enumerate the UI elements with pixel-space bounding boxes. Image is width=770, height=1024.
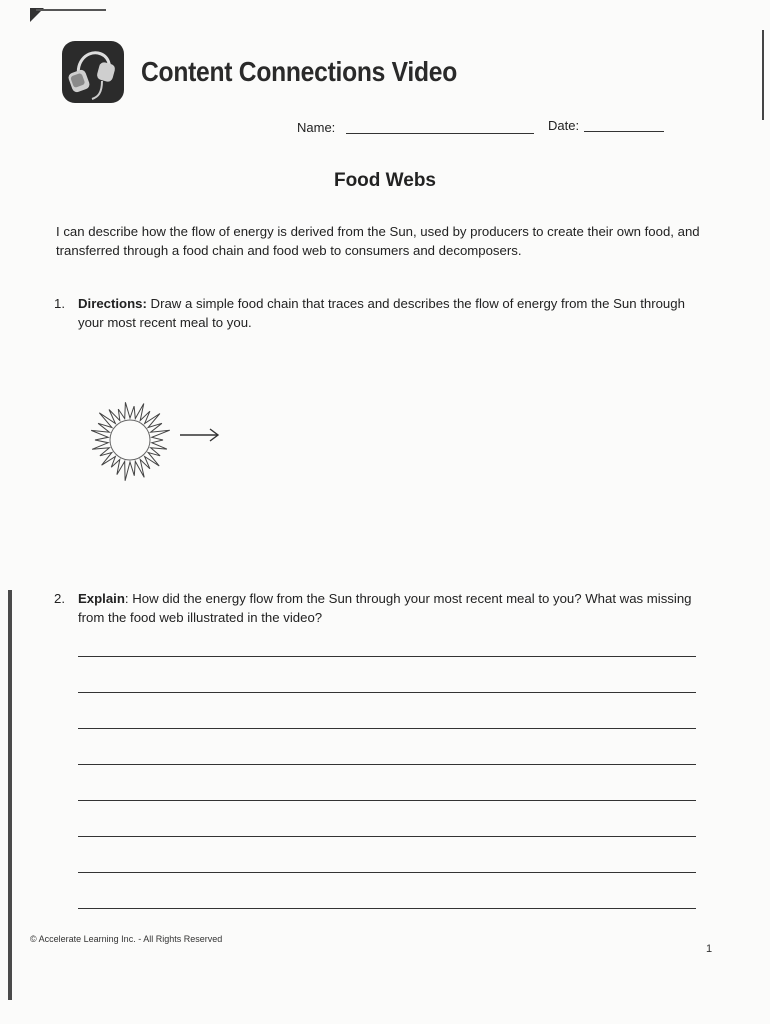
answer-line[interactable] [78,728,696,729]
sun-diagram [86,396,236,486]
name-field[interactable] [346,133,534,134]
page-title: Content Connections Video [141,56,458,87]
answer-line[interactable] [78,692,696,693]
answer-line[interactable] [78,656,696,657]
question-text: : How did the energy flow from the Sun through your most recent meal to you? What was missing from the food web illustrated in the video? [78,591,692,625]
scan-artifact-top [36,9,106,11]
answer-line[interactable] [78,908,696,909]
name-label: Name: [297,120,336,135]
question-label: Directions: [78,296,147,311]
answer-line[interactable] [78,800,696,801]
objective-text: I can describe how the flow of energy is derived from the Sun, used by producers to create their own food, and transferred through a food chain and food web to consumers and decomposers. [56,224,700,258]
arrow-right-icon [180,429,218,441]
date-field[interactable] [584,131,664,132]
scan-artifact-left [8,590,12,1000]
sun-icon [91,402,170,480]
scan-artifact-right [762,30,764,120]
answer-line[interactable] [78,764,696,765]
worksheet-title: Food Webs [333,170,437,191]
headphones-icon [62,41,124,103]
question-number: 1. [54,296,65,311]
answer-line[interactable] [78,872,696,873]
page-number: 1 [706,943,713,955]
copyright-text: © Accelerate Learning Inc. - All Rights Reserved [30,934,223,944]
question-1 [54,294,714,332]
question-label: Explain [78,591,125,606]
answer-line[interactable] [78,836,696,837]
date-label: Date: [548,118,580,133]
question-2 [54,589,714,627]
question-number: 2. [54,591,65,606]
question-text: Draw a simple food chain that traces and describes the flow of energy from the Sun through your most recent meal to you. [78,296,685,330]
